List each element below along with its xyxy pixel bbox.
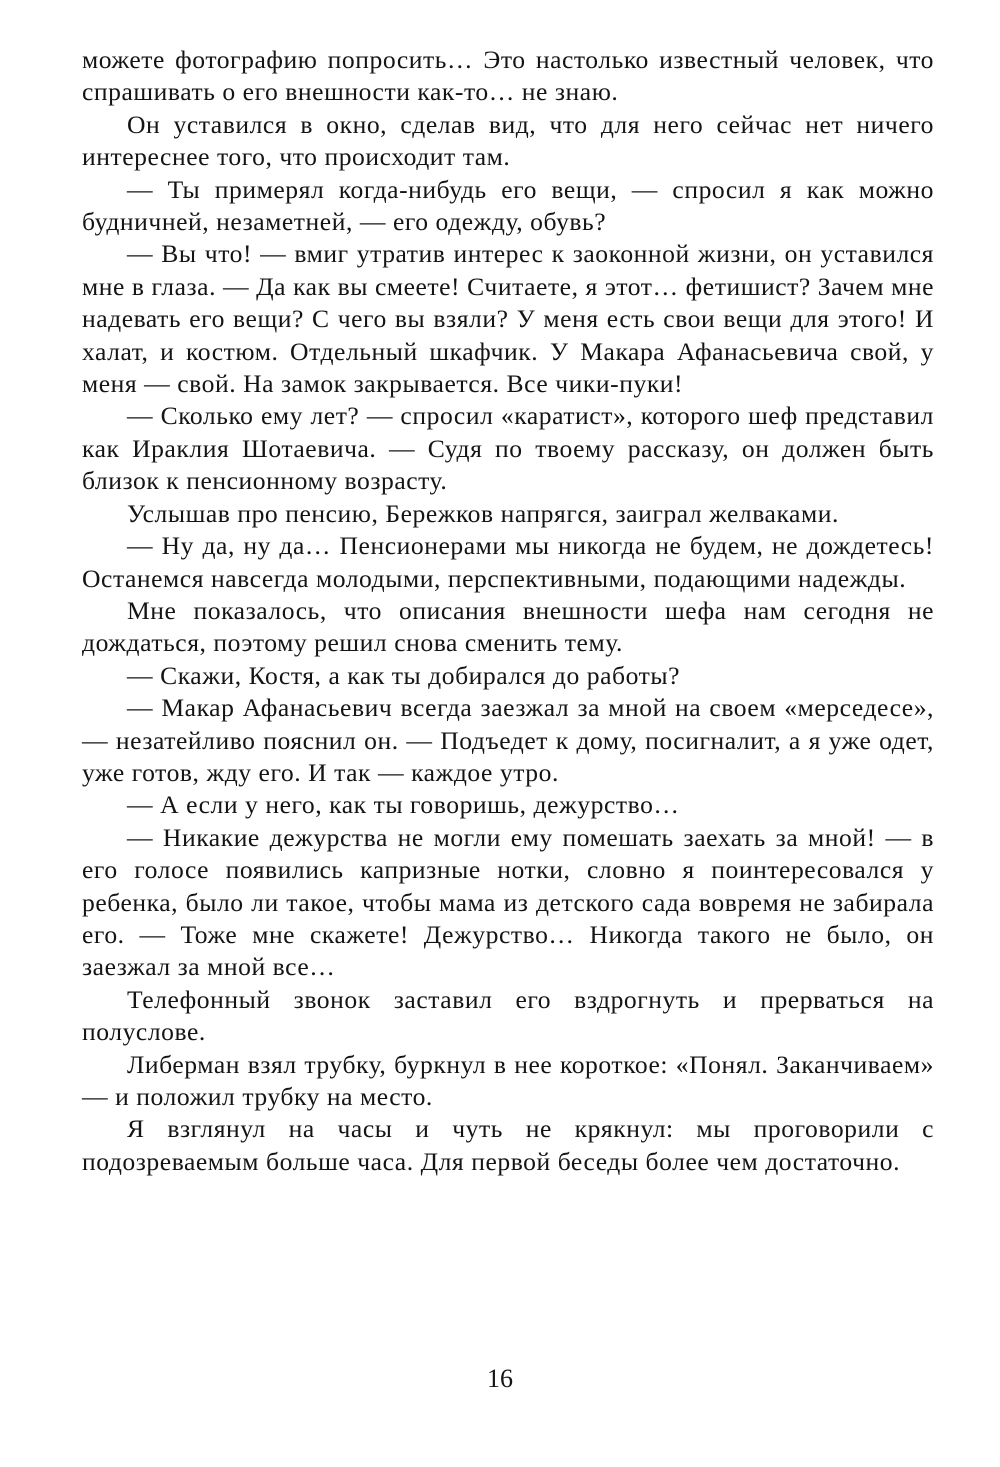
page-number: 16: [487, 1364, 513, 1393]
paragraph: — А если у него, как ты говоришь, дежурство…: [127, 790, 680, 820]
paragraph: — Сколько ему лет? — спросил «каратист», которого шеф представил как Ираклия Шотаевича. — Судя по твоему рассказу, он должен быть близок к пенсионному возрасту.: [82, 401, 934, 496]
paragraph: Услышав про пенсию, Бережков напрягся, заиграл желваками.: [127, 498, 839, 528]
paragraph: Телефонный звонок заставил его вздрогнуть и прерваться на полуслове.: [82, 984, 934, 1047]
paragraph: — Ты примерял когда-нибудь его вещи, — спросил я как можно будничней, незаметней, — его одежду, обувь?: [82, 174, 934, 237]
page-body: [82, 44, 934, 1178]
paragraph: Либерман взял трубку, буркнул в нее короткое: «Понял. Заканчиваем» — и положил трубку на место.: [82, 1049, 934, 1111]
paragraph: Он уставился в окно, сделав вид, что для него сейчас нет ничего интереснее того, что происходит там.: [82, 109, 934, 172]
paragraph: — Ну да, ну да… Пенсионерами мы никогда не будем, не дождетесь! Останемся навсегда молодыми, перспективными, подающими надежды.: [82, 531, 934, 593]
paragraph: — Макар Афанасьевич всегда заезжал за мной на своем «мерседесе», — незатейливо пояснил он. — Подъедет к дому, посигналит, а я уже одет, уже готов, жду его. И так — каждое утро.: [82, 693, 934, 787]
paragraph: — Никакие дежурства не могли ему помешать заехать за мной! — в его голосе появились капризные нотки, словно я поинтересовался у ребенка, было ли такое, чтобы мама из детского сада вовремя не забирала его. — Тоже мне скажете! Дежурство… Никогда такого не было, он заезжал за мной все…: [82, 822, 934, 982]
paragraph: Я взглянул на часы и чуть не крякнул: мы проговорили с подозреваемым больше часа. Для первой беседы более чем достаточно.: [82, 1114, 934, 1176]
paragraph: — Вы что! — вмиг утратив интерес к заоконной жизни, он уставился мне в глаза. — Да как вы смеете! Считаете, я этот… фетишист? Зачем мне надевать его вещи? С чего вы взяли? У меня есть свои вещи для этого! И халат, и костюм. Отдельный шкафчик. У Макара Афанасьевича свой, у меня — свой. На замок закрывается. Все чики-пуки!: [82, 239, 934, 399]
paragraph: можете фотографию попросить… Это настолько известный человек, что спрашивать о его внешности как-то… не знаю.: [82, 45, 934, 107]
paragraph: Мне показалось, что описания внешности шефа нам сегодня не дождаться, поэтому решил снова сменить тему.: [82, 595, 934, 658]
paragraph: — Скажи, Костя, а как ты добирался до работы?: [127, 660, 680, 690]
